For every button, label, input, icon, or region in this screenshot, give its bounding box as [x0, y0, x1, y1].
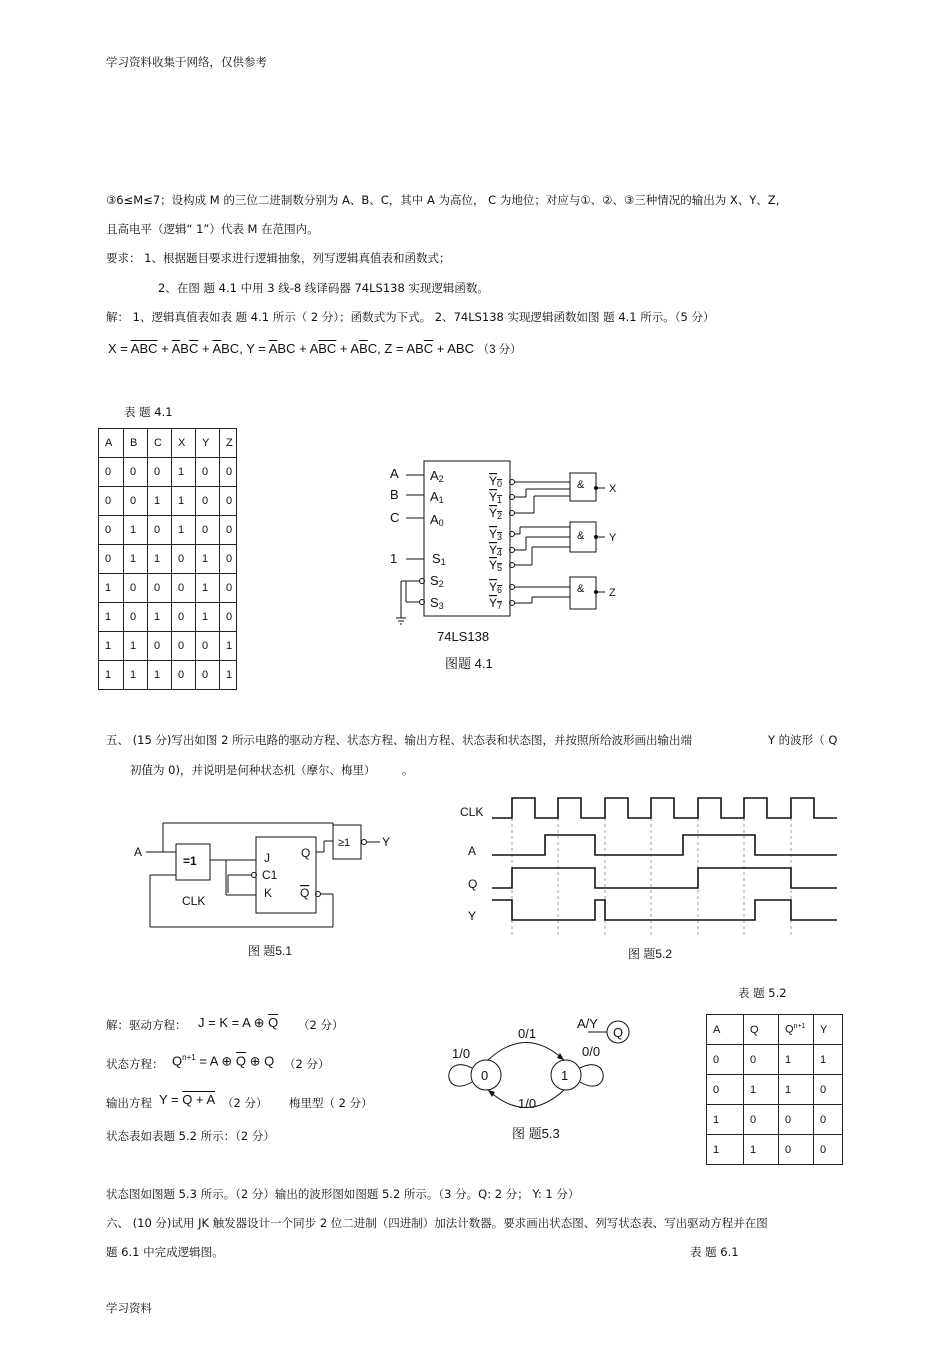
- table-row: [99, 603, 237, 632]
- input-c-label: C: [390, 510, 400, 525]
- table-cell: 0: [220, 516, 237, 545]
- question-5-y: Y 的波形（ Q: [768, 733, 838, 747]
- requirement-2: 2、在图 题 4.1 中用 3 线-8 线译码器 74LS138 实现逻辑函数。: [158, 281, 489, 295]
- svg-text:Y6: Y6: [489, 580, 503, 595]
- state-score: （2 分）: [284, 1057, 330, 1071]
- svg-text:Y0: Y0: [489, 474, 503, 489]
- state-table-52: [706, 1014, 843, 1165]
- table-cell: 0: [196, 516, 220, 545]
- table-header-row: [707, 1015, 843, 1045]
- table-cell: 1: [220, 661, 237, 690]
- input-1-label: 1: [390, 551, 398, 566]
- figure-53-caption: 图 题5.3: [512, 1126, 560, 1141]
- q-label: Q: [301, 846, 311, 860]
- table-cell: 1: [172, 487, 196, 516]
- truth-table-41: [98, 428, 237, 690]
- input-b-label: B: [390, 487, 399, 502]
- table-cell: 0: [99, 545, 124, 574]
- table-cell: 0: [148, 632, 172, 661]
- table-header-cell: A: [99, 429, 124, 458]
- state-1-label: 1: [561, 1068, 569, 1083]
- table-cell: 0: [744, 1045, 779, 1075]
- drive-equation-label: 解：驱动方程：: [106, 1018, 187, 1032]
- table-row: [99, 487, 237, 516]
- table-header-cell: [779, 1015, 814, 1045]
- table-cell: 0: [124, 458, 148, 487]
- paragraph-1: ③6≤M≤7；设构成 M 的三位二进制数分别为 A、B、C，其中 A 为高位， C 为地位；对应与①、②、③三种情况的输出为 X、Y、Z,: [106, 193, 780, 207]
- table-header-sup: n+1: [793, 1023, 806, 1031]
- table-header-cell: Y: [196, 429, 220, 458]
- table-cell: 0: [124, 574, 148, 603]
- c1-label: C1: [262, 868, 278, 882]
- table-row: [99, 574, 237, 603]
- table52-caption: 表 题 5.2: [738, 986, 787, 1000]
- table-row: [99, 545, 237, 574]
- output-equation: Y = Q + A: [159, 1092, 216, 1107]
- table-cell: 0: [220, 487, 237, 516]
- chip-name: 74LS138: [437, 629, 490, 644]
- svg-text:Y4: Y4: [489, 543, 503, 558]
- svg-text:Y5: Y5: [489, 558, 503, 573]
- clk-wave: [492, 798, 837, 818]
- input-a-label: A: [390, 466, 399, 481]
- table-cell: 0: [172, 574, 196, 603]
- state-0-label: 0: [481, 1068, 489, 1083]
- table-header-row: [99, 429, 237, 458]
- table61-caption: 表 题 6.1: [690, 1245, 739, 1259]
- and-gate-label: &: [577, 583, 585, 595]
- question-5-end: 。: [402, 763, 414, 777]
- table-cell: 1: [124, 545, 148, 574]
- table-cell: 0: [814, 1135, 843, 1165]
- clk-label: CLK: [182, 894, 206, 908]
- paragraph-2: 且高电平（逻辑“ 1”）代表 M 在范围内。: [106, 222, 319, 236]
- table-header-cell: Z: [220, 429, 237, 458]
- table-cell: 0: [707, 1045, 744, 1075]
- q-wave: [492, 868, 837, 888]
- table-header-cell: Y: [814, 1015, 843, 1045]
- q-label: Q: [468, 877, 478, 891]
- state-diagram-note: 状态图如图题 5.3 所示。（2 分）输出的波形图如图题 5.2 所示。（3 分。Q: 2 分； Y: 1 分）: [106, 1187, 580, 1201]
- svg-text:A1: A1: [430, 489, 444, 505]
- table-cell: 1: [196, 603, 220, 632]
- svg-text:A0: A0: [430, 512, 444, 528]
- svg-text:A2: A2: [430, 468, 444, 484]
- page-header: 学习资料收集于网络，仅供参考: [106, 55, 267, 69]
- table-cell: 0: [814, 1075, 843, 1105]
- solution-4: 解： 1、逻辑真值表如表 题 4.1 所示（ 2 分）；函数式为下式。 2、74LS138 实现逻辑函数如图 题 4.1 所示。（5 分）: [106, 310, 715, 324]
- a-wave: [492, 835, 837, 855]
- table41-caption: 表 题 4.1: [124, 405, 173, 419]
- transition-label: 1/0: [518, 1096, 537, 1111]
- mealy-label: 梅里型（ 2 分）: [289, 1096, 373, 1110]
- qbar-label: Q: [300, 886, 310, 900]
- svg-text:S2: S2: [430, 573, 444, 589]
- or-label: ≥1: [338, 837, 351, 849]
- question-6-line2: 题 6.1 中完成逻辑图。: [106, 1245, 224, 1259]
- svg-text:S1: S1: [432, 551, 446, 567]
- table-cell: 1: [99, 661, 124, 690]
- table-cell: 0: [220, 603, 237, 632]
- transition-0-1: [488, 1043, 564, 1061]
- output-z-label: Z: [609, 587, 616, 599]
- output-x-label: X: [609, 483, 617, 495]
- drive-score: （2 分）: [298, 1018, 344, 1032]
- figure-52-caption: 图 题5.2: [628, 947, 673, 961]
- state-equation-label: 状态方程：: [106, 1057, 164, 1071]
- k-label: K: [264, 886, 273, 900]
- table-cell: 0: [196, 661, 220, 690]
- table-cell: 0: [814, 1105, 843, 1135]
- svg-text:Y7: Y7: [489, 596, 503, 611]
- output-equation-label: 输出方程: [106, 1096, 152, 1110]
- table-cell: 1: [744, 1135, 779, 1165]
- table-cell: 1: [220, 632, 237, 661]
- legend-label: A/Y: [577, 1016, 598, 1031]
- table-header-cell: A: [707, 1015, 744, 1045]
- equation-score: （3 分）: [477, 344, 522, 356]
- output-score: （2 分）: [222, 1096, 268, 1110]
- table-cell: 1: [196, 545, 220, 574]
- table-cell: 0: [148, 574, 172, 603]
- and-gate-label: &: [577, 530, 585, 542]
- self-loop-0: [449, 1065, 472, 1086]
- table-cell: 1: [124, 632, 148, 661]
- table-cell: 0: [148, 458, 172, 487]
- figure-51-caption: 图 题5.1: [248, 944, 293, 958]
- table-cell: 1: [124, 516, 148, 545]
- table-cell: 0: [172, 545, 196, 574]
- table-cell: 0: [148, 516, 172, 545]
- table-header-text: Q: [785, 1023, 794, 1036]
- clk-label: CLK: [460, 805, 484, 819]
- table-cell: 0: [220, 574, 237, 603]
- page-footer: 学习资料: [106, 1301, 152, 1315]
- y-wave: [492, 900, 837, 920]
- table-cell: 1: [779, 1075, 814, 1105]
- transition-label: 1/0: [452, 1046, 471, 1061]
- table-cell: 0: [99, 487, 124, 516]
- table-cell: 1: [148, 603, 172, 632]
- table-cell: 0: [124, 487, 148, 516]
- state-table-note: 状态表如表题 5.2 所示：（2 分）: [106, 1129, 275, 1143]
- question-5-line1: 五、 (15 分)写出如图 2 所示电路的驱动方程、状态方程、输出方程、状态表和状态图，并按照所给波形画出输出端: [106, 733, 693, 747]
- svg-text:S3: S3: [430, 595, 444, 611]
- table-cell: 1: [148, 487, 172, 516]
- table-row: [707, 1045, 843, 1075]
- table-cell: 1: [707, 1105, 744, 1135]
- logic-equation: $X = \overline{A}\overline{B}\overline{C} + \overline{A}B\overline{C} + \overline{A}BC$, $Y = \overline{A}BC + A\overline{B}\overline{C} + A\overline{B}C$, $Z = AB\overline{C}$ + ABC （3 分）: [108, 341, 522, 356]
- output-y-label: Y: [382, 835, 391, 849]
- table-row: [99, 458, 237, 487]
- figure-51-circuit: [128, 815, 403, 965]
- table-cell: 0: [196, 458, 220, 487]
- table-cell: 0: [707, 1075, 744, 1105]
- transition-label: 0/0: [582, 1044, 601, 1059]
- table-cell: 1: [707, 1135, 744, 1165]
- table-cell: 1: [779, 1045, 814, 1075]
- transition-label: 0/1: [518, 1026, 537, 1041]
- svg-text:Y3: Y3: [489, 527, 503, 542]
- table-cell: 1: [124, 661, 148, 690]
- table-cell: 0: [172, 661, 196, 690]
- table-cell: 1: [99, 632, 124, 661]
- drive-equation: J = K = A ⊕ $\overline{Q}$: [198, 1015, 279, 1030]
- figure-41-decoder: [380, 455, 630, 690]
- state-equation: $Q^{n+1} = A$ ⊕ $\overline{Q}$ ⊕ Q: [172, 1053, 275, 1069]
- table-cell: 0: [124, 603, 148, 632]
- table-cell: 1: [99, 574, 124, 603]
- figure-41-caption: 图题 4.1: [445, 656, 493, 671]
- table-cell: 1: [196, 574, 220, 603]
- table-cell: 0: [220, 458, 237, 487]
- requirement-1: 要求： 1、根据题目要求进行逻辑抽象，列写逻辑真值表和函数式；: [106, 251, 451, 265]
- table-header-cell: B: [124, 429, 148, 458]
- a-label: A: [468, 844, 477, 858]
- table-cell: 0: [196, 632, 220, 661]
- y-label: Y: [468, 909, 477, 923]
- table-cell: 0: [172, 603, 196, 632]
- figure-52-waveform: [450, 788, 850, 968]
- table-cell: 0: [220, 545, 237, 574]
- table-cell: 0: [779, 1105, 814, 1135]
- table-cell: 0: [744, 1105, 779, 1135]
- table-cell: 0: [196, 487, 220, 516]
- xor-label: =1: [183, 854, 197, 868]
- table-cell: 1: [744, 1075, 779, 1105]
- svg-text:Y1: Y1: [489, 490, 503, 505]
- table-cell: 0: [99, 516, 124, 545]
- table-cell: 1: [99, 603, 124, 632]
- table-row: [99, 516, 237, 545]
- table-row: [707, 1075, 843, 1105]
- question-6-line1: 六、 (10 分)试用 JK 触发器设计一个同步 2 位二进制（四进制）加法计数器。要求画出状态图、列写状态表、写出驱动方程并在图: [106, 1216, 768, 1230]
- table-cell: 1: [148, 661, 172, 690]
- figure-53-state-diagram: [436, 1010, 646, 1150]
- table-cell: 0: [779, 1135, 814, 1165]
- input-a-label: A: [134, 845, 143, 859]
- question-5-line2: 初值为 0)，并说明是何种状态机（摩尔、梅里）: [130, 763, 376, 777]
- table-cell: 1: [814, 1045, 843, 1075]
- table-cell: 1: [148, 545, 172, 574]
- svg-text:Y2: Y2: [489, 506, 503, 521]
- table-row: [707, 1135, 843, 1165]
- legend-q-label: Q: [613, 1025, 624, 1040]
- table-row: [99, 632, 237, 661]
- table-row: [99, 661, 237, 690]
- table-header-cell: Q: [744, 1015, 779, 1045]
- self-loop-1: [580, 1065, 603, 1086]
- table-cell: 1: [172, 458, 196, 487]
- table-header-cell: C: [148, 429, 172, 458]
- j-label: J: [264, 851, 270, 865]
- and-gate-label: &: [577, 479, 585, 491]
- table-cell: 0: [172, 632, 196, 661]
- table-cell: 1: [172, 516, 196, 545]
- table-row: [707, 1105, 843, 1135]
- table-header-cell: X: [172, 429, 196, 458]
- output-y-label: Y: [609, 532, 617, 544]
- table-cell: 0: [99, 458, 124, 487]
